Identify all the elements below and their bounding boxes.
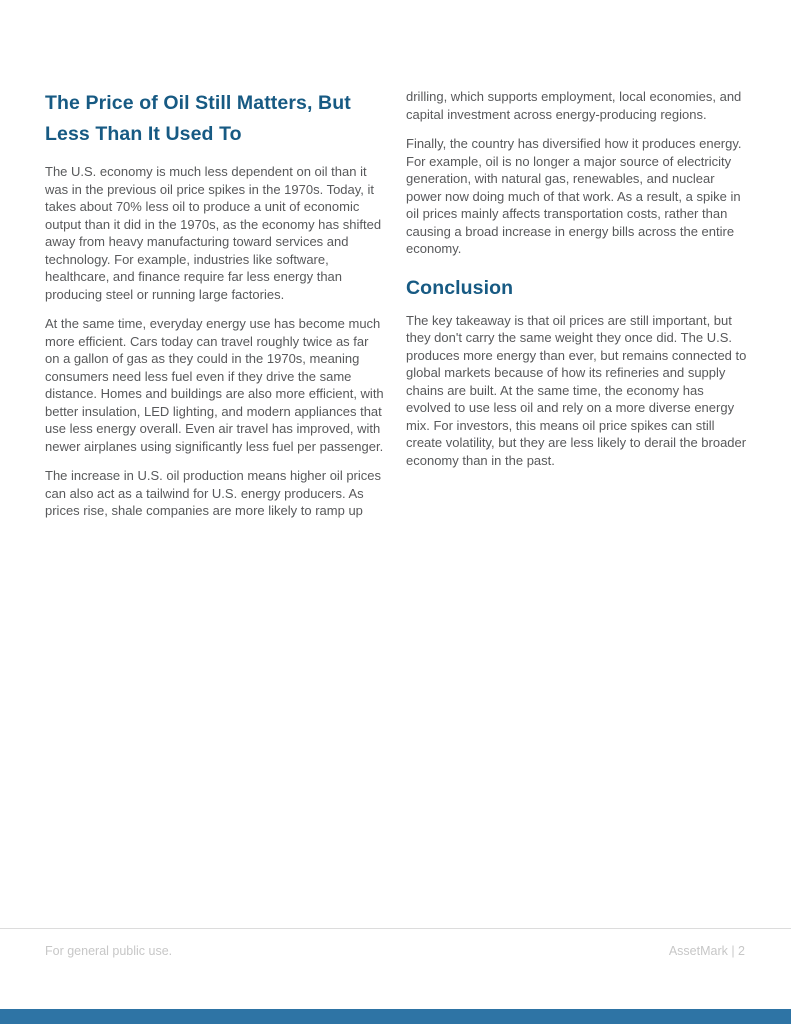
page-footer: [45, 944, 745, 959]
footer-disclaimer: For general public use.: [45, 944, 173, 958]
right-paragraph-1: drilling, which supports employment, local economies, and capital investment across energy-producing regions.: [406, 89, 742, 122]
footer-divider: [0, 928, 791, 929]
brand-color-bar: [0, 1009, 791, 1024]
conclusion-title: Conclusion: [406, 276, 514, 299]
footer-brand-page-number: AssetMark | 2: [668, 944, 745, 958]
right-column: [406, 88, 747, 481]
left-paragraph-2: At the same time, everyday energy use has become much more efficient. Cars today can travel roughly twice as far on a gallon of gas as they could in the 1970s, meaning consumers need less fuel even if they drive the same distance. Homes and buildings are also more efficient, with better insulation, LED lighting, and modern appliances that use less energy overall. Even air travel has improved, with newer airplanes using significantly less fuel per passenger.: [45, 316, 384, 454]
left-paragraph-1: The U.S. economy is much less dependent on oil than it was in the previous oil price spikes in the 1970s. Today, it takes about 70% less oil to produce a unit of economic output than it did in the 1970s, as the economy has shifted away from heavy manufacturing toward services and technology. For example, industries like software, healthcare, and finance require far less energy than producing steel or running large factories.: [45, 164, 382, 302]
section-title: The Price of Oil Still Matters, But Less Than It Used To: [45, 92, 351, 145]
left-paragraph-3: The increase in U.S. oil production means higher oil prices can also act as a tailwind for U.S. energy producers. As prices rise, shale companies are more likely to ramp up: [45, 468, 382, 518]
right-paragraph-2: Finally, the country has diversified how it produces energy. For example, oil is no longer a major source of electricity generation, with natural gas, renewables, and nuclear power now doing much of that work. As a result, a spike in oil prices mainly affects transportation costs, rather than causing a broad increase in energy bills across the entire economy.: [406, 136, 742, 256]
conclusion-paragraph: The key takeaway is that oil prices are still important, but they don't carry the same weight they once did. The U.S. produces more energy than ever, but remains connected to global markets because of how its refineries and supply chains are built. At the same time, the economy has evolved to use less oil and rely on a more diverse energy mix. For investors, this means oil price spikes can still create volatility, but they are less likely to derail the broader economy than in the past.: [406, 312, 747, 468]
left-column: [45, 88, 386, 532]
